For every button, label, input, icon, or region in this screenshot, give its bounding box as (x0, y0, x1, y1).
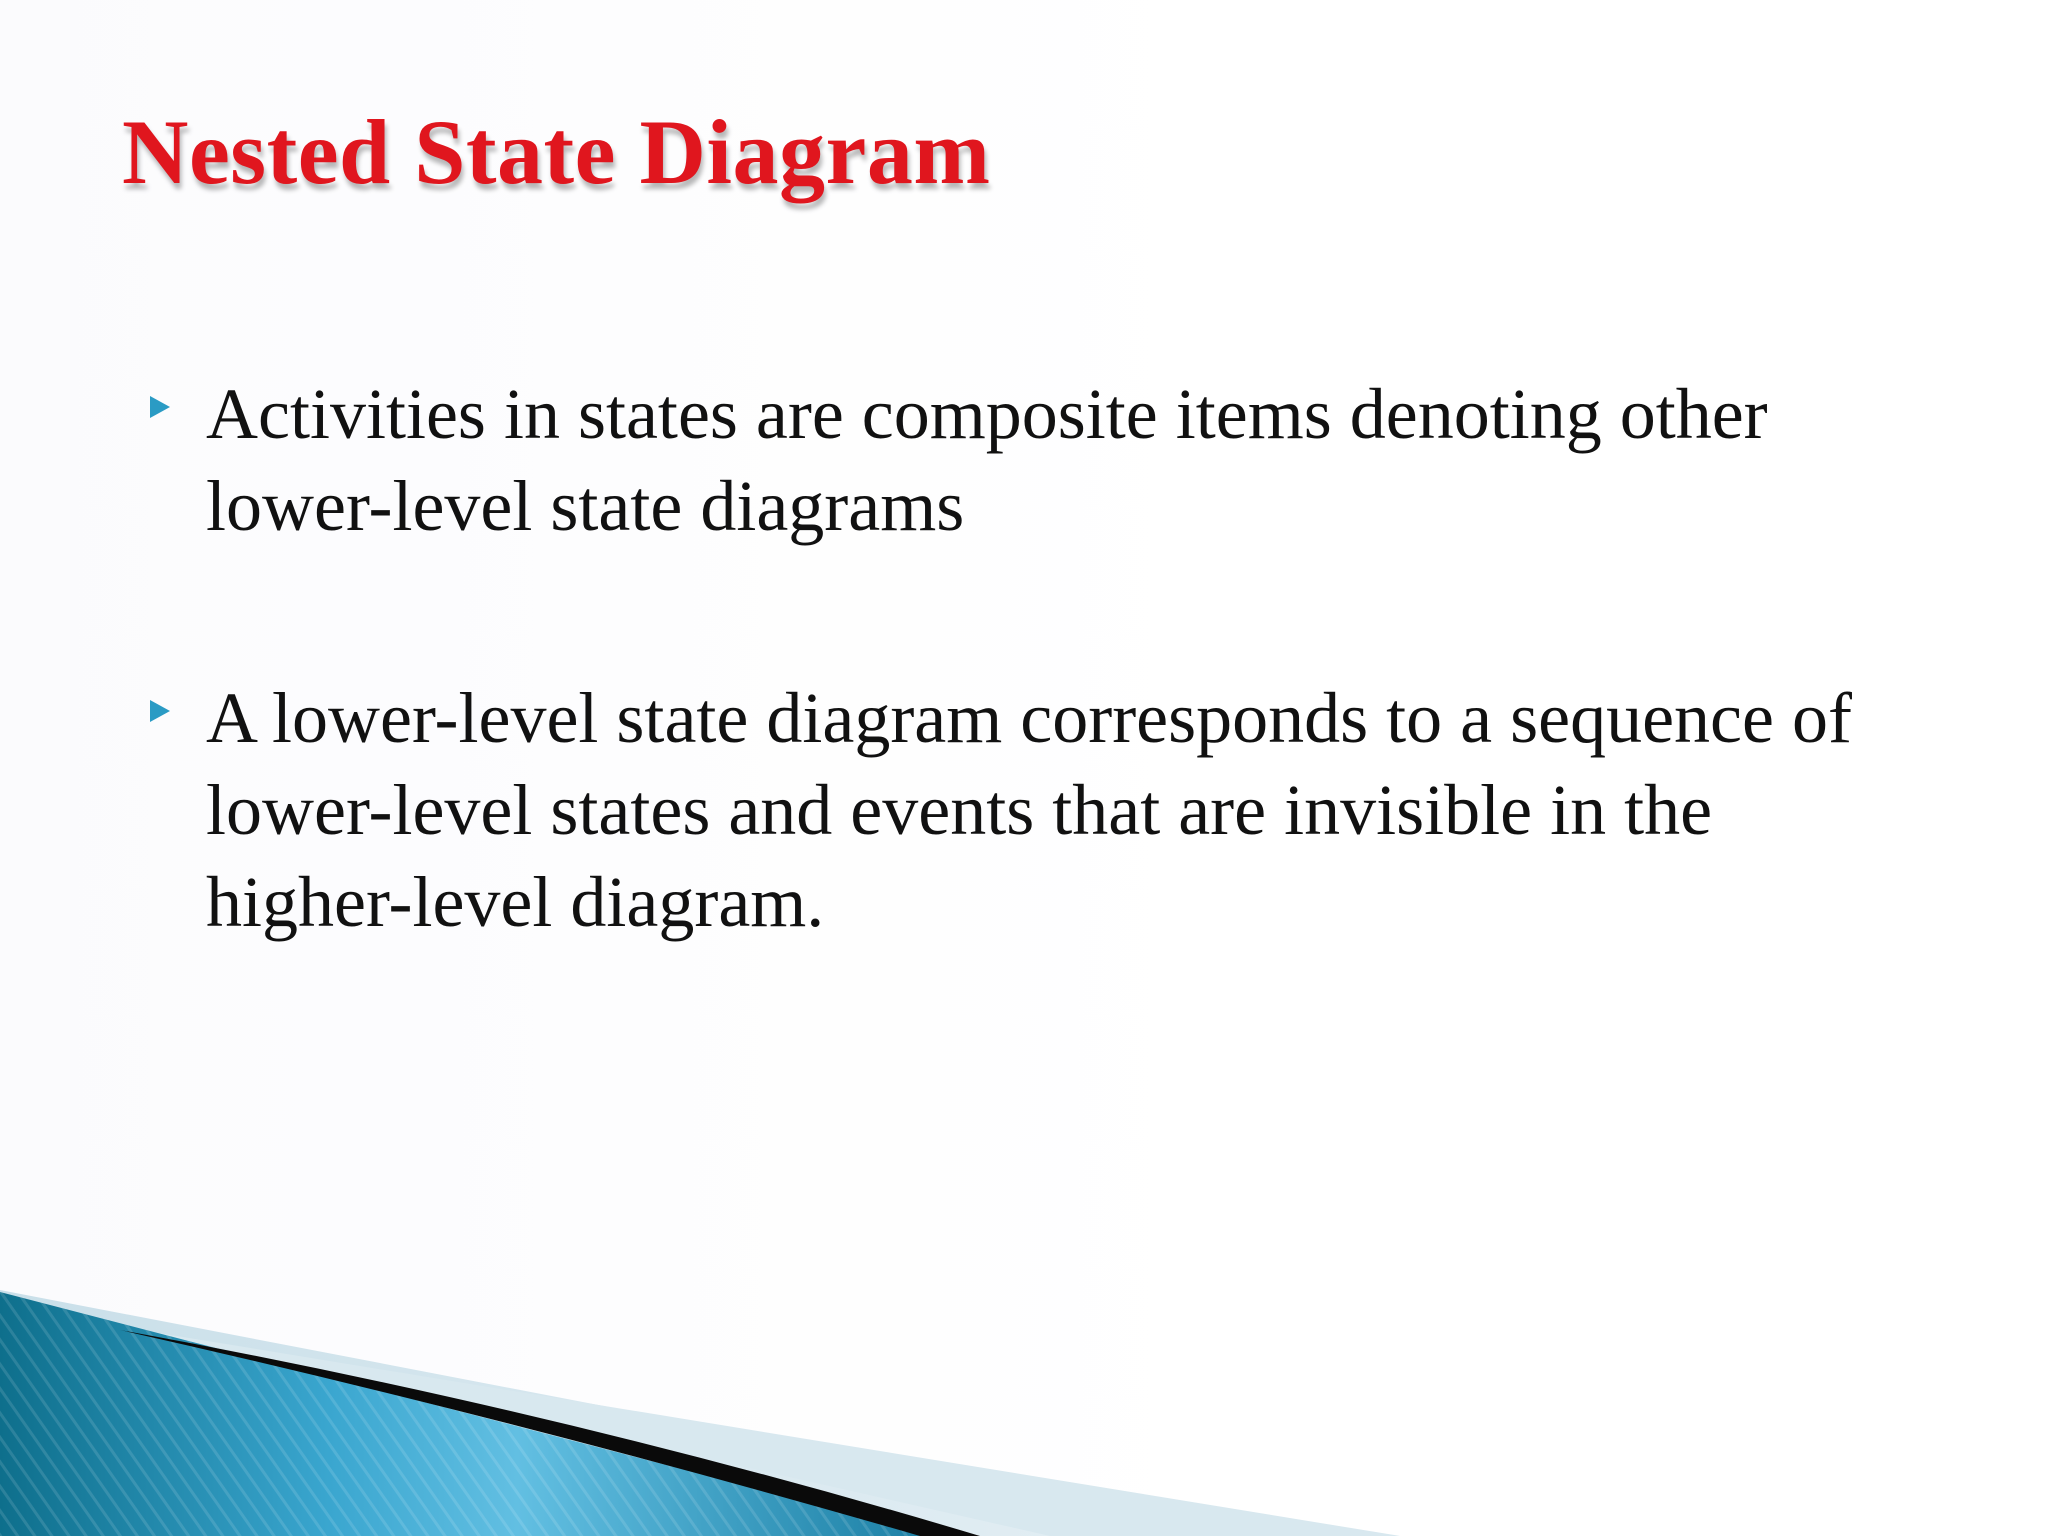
bullet-item (150, 672, 1930, 948)
bullet-text: Activities in states are composite items denoting other lower-level state diagrams (206, 374, 1768, 546)
slide-title: Nested State Diagram (122, 101, 991, 203)
bullet-list (150, 368, 1930, 1068)
triangle-bullet-icon (150, 396, 170, 418)
bullet-item (150, 368, 1930, 552)
triangle-bullet-icon (150, 700, 170, 722)
bullet-text: A lower-level state diagram corresponds to a sequence of lower-level states and events that are invisible in the higher-level diagram. (206, 678, 1852, 942)
